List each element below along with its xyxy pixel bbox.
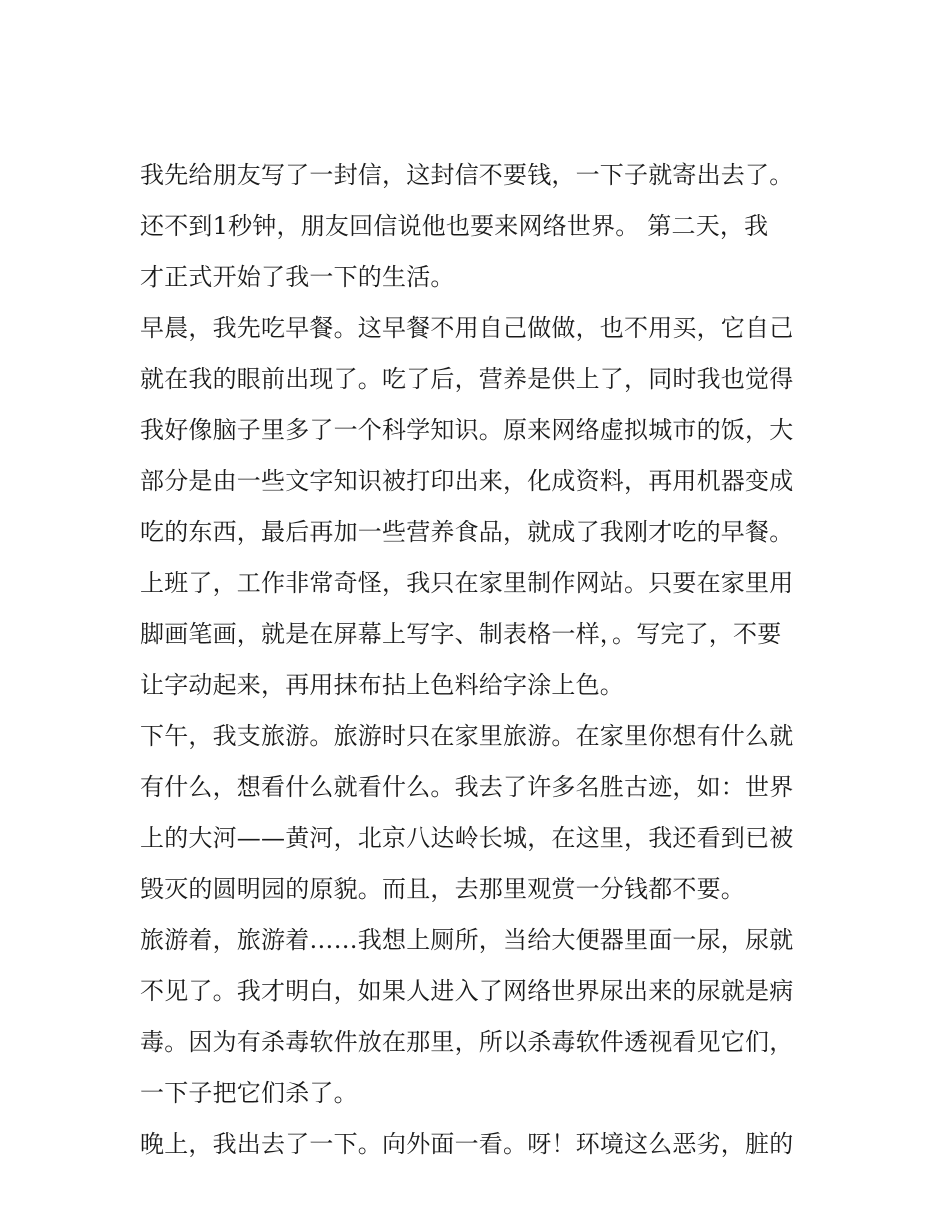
- text-line: 一下子把它们杀了。: [140, 1079, 358, 1107]
- text-line: 就在我的眼前出现了。吃了后，营养是供上了，同时我也觉得: [140, 365, 794, 393]
- text-line: 有什么，想看什么就看什么。我去了许多名胜古迹，如：世界: [140, 773, 794, 801]
- text-line: 下午，我支旅游。旅游时只在家里旅游。在家里你想有什么就: [140, 722, 794, 750]
- text-line: 吃的东西，最后再加一些营养食品，就成了我刚才吃的早餐。: [140, 518, 794, 546]
- text-line: 旅游着，旅游着……我想上厕所，当给大便器里面一尿，尿就: [140, 926, 794, 954]
- text-line: 不见了。我才明白，如果人进入了网络世界尿出来的尿就是病: [140, 977, 794, 1005]
- text-line: 让字动起来，再用抹布拈上色料给字涂上色。: [140, 671, 624, 699]
- body-text: [140, 150, 820, 1170]
- text-line: 脚画笔画，就是在屏幕上写字、制表格一样，。写完了，不要: [140, 620, 782, 648]
- text-line: 还不到1秒钟，朋友回信说他也要来网络世界。 第二天，我: [140, 212, 769, 240]
- text-line: 毒。因为有杀毒软件放在那里，所以杀毒软件透视看见它们，: [140, 1028, 794, 1056]
- text-line: 部分是由一些文字知识被打印出来，化成资料，再用机器变成: [140, 467, 794, 495]
- text-line: 上班了，工作非常奇怪，我只在家里制作网站。只要在家里用: [140, 569, 794, 597]
- text-line: 上的大河——黄河，北京八达岭长城，在这里，我还看到已被: [140, 824, 794, 852]
- text-line: 毁灭的圆明园的原貌。而且，去那里观赏一分钱都不要。: [140, 875, 745, 903]
- text-line: 才正式开始了我一下的生活。: [140, 263, 455, 291]
- text-line: 晚上，我出去了一下。向外面一看。呀！环境这么恶劣，脏的: [140, 1130, 794, 1158]
- text-line: 我好像脑子里多了一个科学知识。原来网络虚拟城市的饭，大: [140, 416, 794, 444]
- text-line: 早晨，我先吃早餐。这早餐不用自己做做，也不用买，它自己: [140, 314, 794, 342]
- text-line: 我先给朋友写了一封信，这封信不要钱，一下子就寄出去了。: [140, 161, 794, 189]
